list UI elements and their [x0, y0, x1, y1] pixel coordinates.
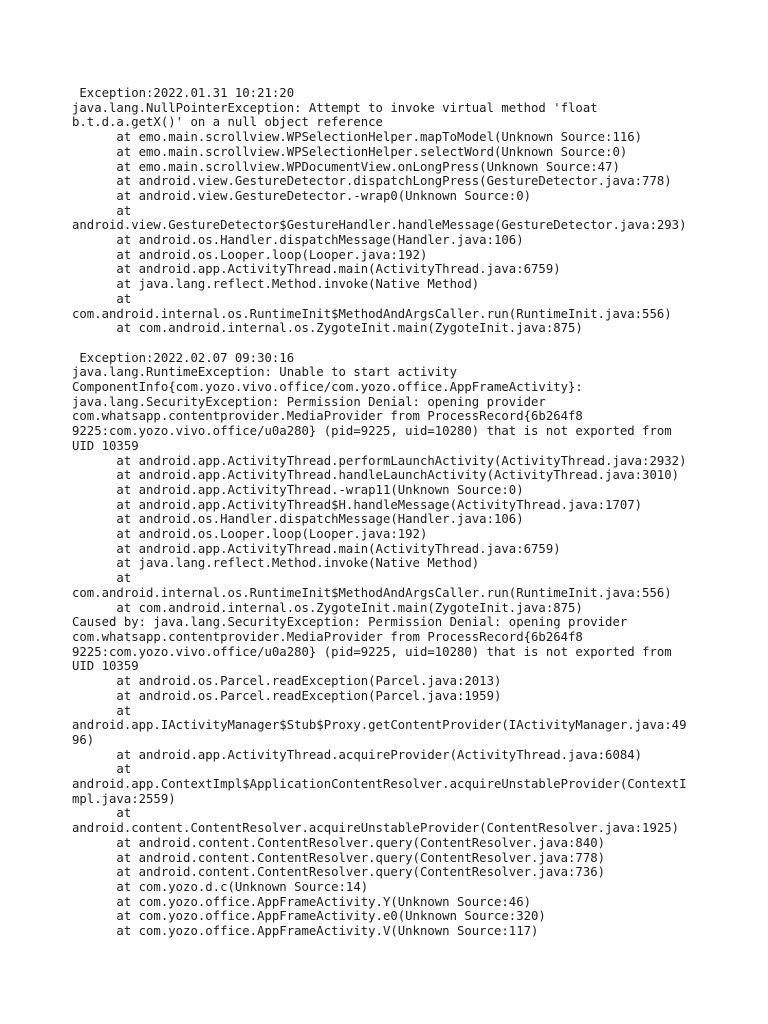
exception-block: [72, 351, 762, 939]
stack-trace-line: android.content.ContentResolver.acquireUnstableProvider(ContentResolver.java:1925): [72, 821, 680, 836]
stack-trace-line: b.t.d.a.getX()' on a null object reference: [72, 115, 383, 130]
stack-trace-line: ComponentInfo{com.yozo.vivo.office/com.yozo.office.AppFrameActivity}:: [72, 380, 583, 395]
block-separator: [72, 336, 762, 351]
stack-trace-line: at: [72, 703, 132, 718]
stack-trace-line: Caused by: java.lang.SecurityException: Permission Denial: opening provider: [72, 615, 628, 630]
stack-trace-line: android.app.IActivityManager$Stub$Proxy.getContentProvider(IActivityManager.java:49: [72, 718, 687, 733]
stack-trace-line: 9225:com.yozo.vivo.office/u0a280} (pid=9225, uid=10280) that is not exported from: [72, 644, 672, 659]
stack-trace-line: at android.app.ActivityThread.performLaunchActivity(ActivityThread.java:2932): [72, 453, 687, 468]
stack-trace-line: java.lang.SecurityException: Permission Denial: opening provider: [72, 394, 546, 409]
log-document: [72, 86, 762, 939]
stack-trace-line: at: [72, 762, 132, 777]
stack-trace-line: at com.android.internal.os.ZygoteInit.main(ZygoteInit.java:875): [72, 600, 583, 615]
stack-trace-line: android.app.ContextImpl$ApplicationContentResolver.acquireUnstableProvider(ContextI: [72, 777, 687, 792]
stack-trace-line: at android.view.GestureDetector.-wrap0(Unknown Source:0): [72, 188, 532, 203]
stack-trace-line: at android.app.ActivityThread.acquireProvider(ActivityThread.java:6084): [72, 747, 643, 762]
stack-trace-line: at com.yozo.d.c(Unknown Source:14): [72, 879, 369, 894]
stack-trace-line: at android.content.ContentResolver.query(ContentResolver.java:736): [72, 865, 606, 880]
stack-trace-line: com.android.internal.os.RuntimeInit$MethodAndArgsCaller.run(RuntimeInit.java:556): [72, 306, 672, 321]
stack-trace-line: com.android.internal.os.RuntimeInit$MethodAndArgsCaller.run(RuntimeInit.java:556): [72, 585, 672, 600]
stack-trace-line: at java.lang.reflect.Method.invoke(Native Method): [72, 277, 480, 292]
stack-trace-line: at emo.main.scrollview.WPSelectionHelper.mapToModel(Unknown Source:116): [72, 130, 643, 145]
stack-trace-line: at android.app.ActivityThread$H.handleMessage(ActivityThread.java:1707): [72, 497, 643, 512]
stack-trace-line: at android.content.ContentResolver.query(ContentResolver.java:840): [72, 835, 606, 850]
stack-trace-line: at android.app.ActivityThread.handleLaunchActivity(ActivityThread.java:3010): [72, 468, 680, 483]
stack-trace-line: at com.yozo.office.AppFrameActivity.Y(Unknown Source:46): [72, 894, 532, 909]
stack-trace-line: at com.android.internal.os.ZygoteInit.main(ZygoteInit.java:875): [72, 321, 583, 336]
stack-trace-line: java.lang.NullPointerException: Attempt to invoke virtual method 'float: [72, 100, 598, 115]
stack-trace-line: at java.lang.reflect.Method.invoke(Native Method): [72, 556, 480, 571]
stack-trace-line: at android.app.ActivityThread.main(ActivityThread.java:6759): [72, 262, 561, 277]
stack-trace-line: UID 10359: [72, 438, 139, 453]
stack-trace-line: at emo.main.scrollview.WPSelectionHelper.selectWord(Unknown Source:0): [72, 144, 628, 159]
stack-trace-line: at android.os.Looper.loop(Looper.java:192): [72, 527, 428, 542]
stack-trace-line: at android.app.ActivityThread.-wrap11(Unknown Source:0): [72, 482, 524, 497]
exception-timestamp-line: Exception:2022.01.31 10:21:20: [72, 86, 295, 100]
stack-trace-line: at android.os.Handler.dispatchMessage(Handler.java:106): [72, 512, 524, 527]
stack-trace-line: at android.os.Looper.loop(Looper.java:192): [72, 247, 428, 262]
stack-trace-line: at: [72, 203, 132, 218]
stack-trace-line: at: [72, 806, 132, 821]
stack-trace-line: at android.content.ContentResolver.query(ContentResolver.java:778): [72, 850, 606, 865]
stack-trace-line: at android.os.Parcel.readException(Parcel.java:2013): [72, 674, 502, 689]
stack-trace-line: at: [72, 571, 132, 586]
stack-trace-line: java.lang.RuntimeException: Unable to start activity: [72, 365, 457, 380]
stack-trace-line: at com.yozo.office.AppFrameActivity.V(Unknown Source:117): [72, 924, 539, 939]
stack-trace-line: at android.app.ActivityThread.main(ActivityThread.java:6759): [72, 541, 561, 556]
stack-trace-line: at android.os.Handler.dispatchMessage(Handler.java:106): [72, 233, 524, 248]
stack-trace-line: at android.os.Parcel.readException(Parcel.java:1959): [72, 688, 502, 703]
stack-trace-line: UID 10359: [72, 659, 139, 674]
stack-trace-line: mpl.java:2559): [72, 791, 176, 806]
stack-trace-line: at com.yozo.office.AppFrameActivity.e0(Unknown Source:320): [72, 909, 546, 924]
stack-trace-line: at: [72, 291, 132, 306]
stack-trace-line: com.whatsapp.contentprovider.MediaProvider from ProcessRecord{6b264f8: [72, 630, 583, 644]
stack-trace-line: 96): [72, 732, 95, 747]
stack-trace-line: at emo.main.scrollview.WPDocumentView.onLongPress(Unknown Source:47): [72, 159, 620, 174]
stack-trace-line: at android.view.GestureDetector.dispatchLongPress(GestureDetector.java:778): [72, 174, 672, 189]
stack-trace-line: 9225:com.yozo.vivo.office/u0a280} (pid=9225, uid=10280) that is not exported from: [72, 424, 672, 439]
exception-timestamp-line: Exception:2022.02.07 09:30:16: [72, 350, 295, 365]
stack-trace-line: com.whatsapp.contentprovider.MediaProvider from ProcessRecord{6b264f8: [72, 409, 583, 424]
stack-trace-line: android.view.GestureDetector$GestureHandler.handleMessage(GestureDetector.java:293): [72, 218, 687, 233]
exception-block: [72, 86, 762, 336]
